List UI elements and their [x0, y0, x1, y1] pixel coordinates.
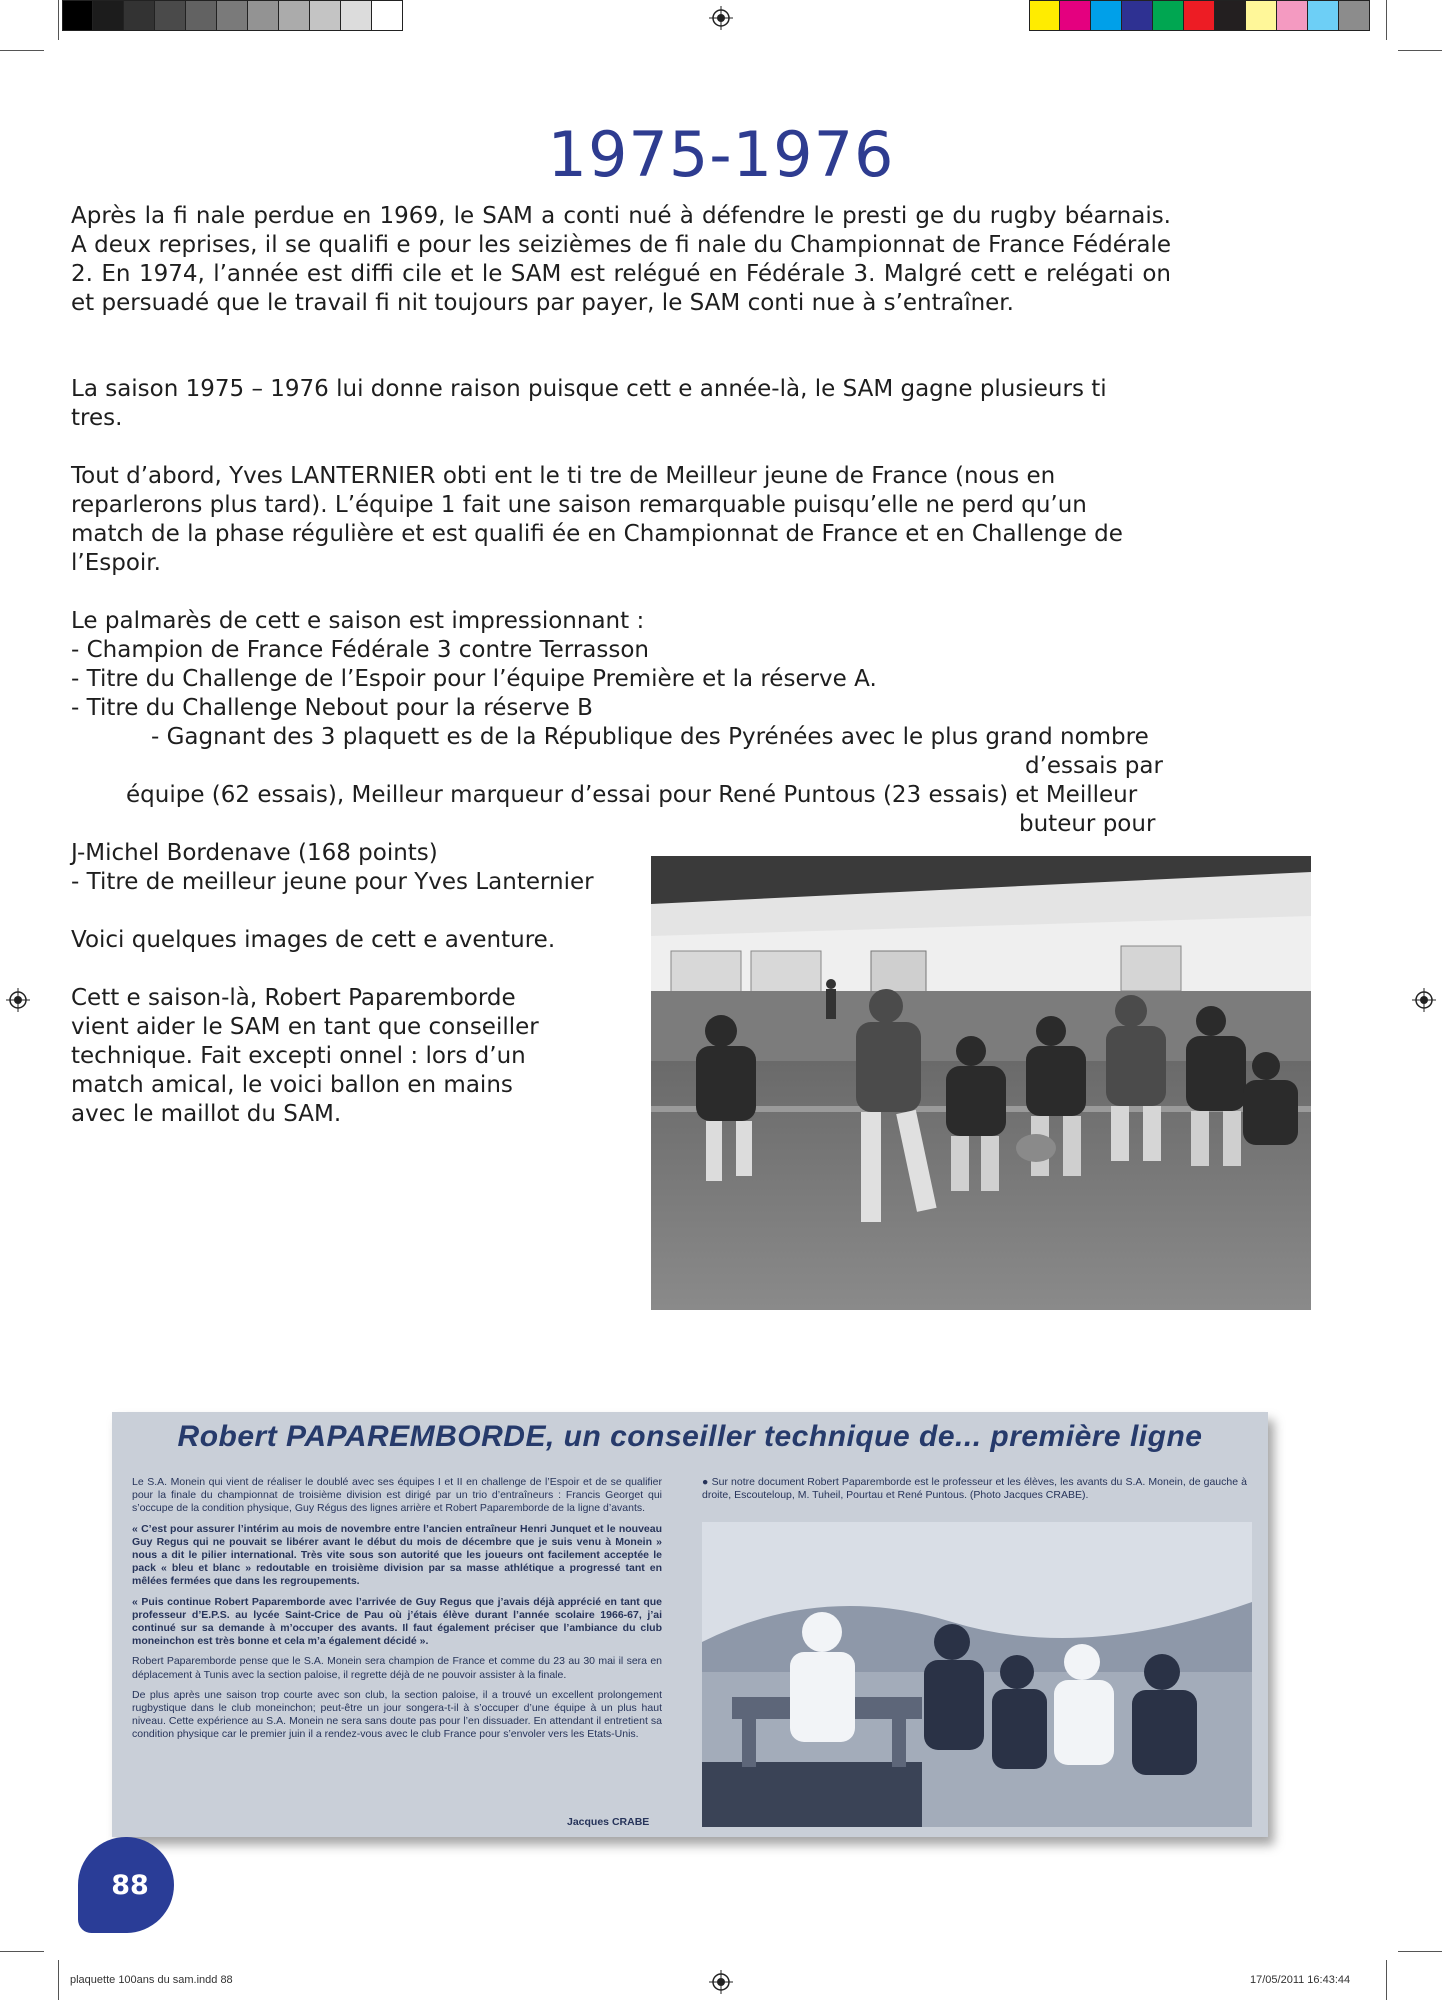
- color-swatch: [1153, 0, 1184, 31]
- color-swatch: [217, 0, 248, 31]
- process-color-bar: [1029, 0, 1370, 34]
- color-swatch: [93, 0, 124, 31]
- images-intro-line: Voici quelques images de cett e aventure.: [71, 927, 556, 953]
- page-number: 88: [111, 1870, 149, 1901]
- footer-timestamp: 17/05/2011 16:43:44: [1250, 1974, 1351, 1986]
- palmares-item: - Titre du Challenge Nebout pour la réserve B: [71, 695, 593, 721]
- crop-mark: [0, 50, 44, 51]
- palmares-heading: Le palmarès de cett e saison est impressionnant :: [71, 608, 645, 634]
- paparemborde-text-line: technique. Fait excepti onnel : lors d’un: [71, 1043, 526, 1069]
- color-swatch: [124, 0, 155, 31]
- color-swatch: [1339, 0, 1370, 31]
- color-swatch: [1029, 0, 1060, 31]
- clipping-caption: [702, 1476, 1247, 1502]
- palmares-item: buteur pour: [1019, 811, 1156, 837]
- palmares-item: J-Michel Bordenave (168 points): [71, 840, 438, 866]
- clipping-paragraph: Le S.A. Monein qui vient de réaliser le doublé avec ses équipes I et II en challenge de l’Espoir et de se qualifier pour la finale du championnat de troisième division est dirigé par un trio d’entraîneurs : Francis Georget qui s’occupe de la condition physique, Guy Régus des lignes arrière et Robert Paparemborde de la ligne d’avants.: [132, 1476, 662, 1515]
- crop-mark: [0, 1951, 44, 1952]
- clipping-headline: Robert PAPAREMBORDE, un conseiller technique de... première ligne: [177, 1420, 1203, 1453]
- color-swatch: [1277, 0, 1308, 31]
- color-swatch: [1184, 0, 1215, 31]
- footer-filename: plaquette 100ans du sam.indd 88: [70, 1974, 233, 1986]
- registration-mark-icon: [709, 1970, 733, 1994]
- clipping-paragraph: « C’est pour assurer l’intérim au mois de novembre entre l’ancien entraîneur Henri Junquet et le nouveau Guy Regus qui ne pouvait se libérer avant le début du mois de décembre que je suis venu à Monein » nous a dit le pilier international. Très vite sous son autorité que les joueurs ont facilement acceptée le pack « bleu et blanc » redoutable en troisième division par sa masse athlétique a progressé tant en mêlées fermées que dans les regroupements.: [132, 1522, 662, 1588]
- lanternier-text-line: l’Espoir.: [71, 550, 161, 576]
- training-photo: [702, 1522, 1252, 1827]
- clipping-paragraph: Robert Paparemborde pense que le S.A. Monein sera champion de France et comme du 23 au 30 mai il sera en déplacement à Tunis avec la section paloise, il regrette déjà de ne pouvoir assister à la finale.: [132, 1655, 662, 1681]
- color-swatch: [155, 0, 186, 31]
- paparemborde-text-line: vient aider le SAM en tant que conseiller: [71, 1014, 539, 1040]
- paparemborde-text-line: Cett e saison-là, Robert Paparemborde: [71, 985, 516, 1011]
- intro-paragraph: Après la fi nale perdue en 1969, le SAM a conti nué à défendre le presti ge du rugby béarnais. A deux reprises, il se qualifi e pour les seizièmes de fi nale du Championnat de France Fédérale 2. En 1974, l’année est diffi cile et le SAM est relégué en Fédérale 3. Malgré cett e relégati on et persuadé que le travail fi nit toujours par payer, le SAM conti nue à s’entraîner.: [71, 203, 1171, 316]
- clipping-paragraph: « Puis continue Robert Paparemborde avec l’arrivée de Guy Regus que j’avais déjà apprécié en tant que professeur d’E.P.S. au lycée Saint-Crice de Pau où j’étais élève durant l’année scolaire 1966-67, j’ai continué sur sa demande à m’occuper des avants. Il faut également préciser que l’ambiance du club moneinchon est très bonne et cela m’a également décidé ».: [132, 1595, 662, 1648]
- color-swatch: [1246, 0, 1277, 31]
- crop-mark: [58, 1960, 59, 2000]
- crop-mark: [58, 0, 59, 40]
- registration-mark-icon: [1412, 988, 1436, 1012]
- page-title: 1975-1976: [547, 118, 895, 191]
- color-swatch: [62, 0, 93, 31]
- crop-mark: [1386, 0, 1387, 40]
- color-swatch: [1308, 0, 1339, 31]
- clipping-paragraph: De plus après une saison trop courte avec son club, la section paloise, il a trouvé un excellent prolongement rugbystique dans le club moneinchon; peut-être un jour songera-t-il à s’occuper d’une équipe à un plus haut niveau. Cette expérience au S.A. Monein ne sera sans doute pas pour l’en dissuader. En attendant il entretient sa condition physique car le premier juin il a rendez-vous avec le club France pour s’envoler vers les Etats-Unis.: [132, 1688, 662, 1741]
- lanternier-text-line: Tout d’abord, Yves LANTERNIER obti ent le ti tre de Meilleur jeune de France (nous en: [71, 463, 1056, 489]
- lanternier-text-line: reparlerons plus tard). L’équipe 1 fait une saison remarquable puisqu’elle ne perd qu’un: [71, 492, 1087, 518]
- clipping-article: [132, 1476, 662, 1749]
- palmares-item: d’essais par: [1025, 753, 1163, 779]
- color-swatch: [248, 0, 279, 31]
- palmares-item: - Titre de meilleur jeune pour Yves Lanternier: [71, 869, 594, 895]
- color-swatch: [186, 0, 217, 31]
- crop-mark: [1386, 1960, 1387, 2000]
- color-swatch: [1215, 0, 1246, 31]
- paparemborde-text-line: match amical, le voici ballon en mains: [71, 1072, 513, 1098]
- color-swatch: [279, 0, 310, 31]
- season-text-line: La saison 1975 – 1976 lui donne raison puisque cett e année-là, le SAM gagne plusieurs ti: [71, 376, 1107, 402]
- crop-mark: [1398, 50, 1442, 51]
- clipping-caption-text: Sur notre document Robert Paparemborde est le professeur et les élèves, les avants du S.A. Monein, de gauche à droite, Escouteloup, M. Tuheil, Pourtau et René Puntous. (Photo Jacques CRABE).: [702, 1476, 1247, 1502]
- color-swatch: [1060, 0, 1091, 31]
- palmares-item: - Titre du Challenge de l’Espoir pour l’équipe Première et la réserve A.: [71, 666, 877, 692]
- lanternier-text-line: match de la phase régulière et est qualifi ée en Championnat de France et en Challenge de: [71, 521, 1123, 547]
- color-swatch: [1091, 0, 1122, 31]
- color-swatch: [1122, 0, 1153, 31]
- grayscale-color-bar: [62, 0, 403, 34]
- newspaper-clipping: [112, 1412, 1268, 1837]
- crop-mark: [1398, 1951, 1442, 1952]
- rugby-match-photo: [651, 856, 1311, 1310]
- clipping-signature: Jacques CRABE: [567, 1816, 650, 1828]
- color-swatch: [341, 0, 372, 31]
- color-swatch: [310, 0, 341, 31]
- palmares-item: équipe (62 essais), Meilleur marqueur d’essai pour René Puntous (23 essais) et Meilleur: [126, 782, 1138, 808]
- registration-mark-icon: [709, 6, 733, 30]
- registration-mark-icon: [6, 988, 30, 1012]
- palmares-item: - Champion de France Fédérale 3 contre Terrasson: [71, 637, 649, 663]
- paparemborde-text-line: avec le maillot du SAM.: [71, 1101, 342, 1127]
- season-text-line: tres.: [71, 405, 123, 431]
- palmares-item: - Gagnant des 3 plaquett es de la République des Pyrénées avec le plus grand nombre: [151, 724, 1149, 750]
- color-swatch: [372, 0, 403, 31]
- bullet-icon: ●: [702, 1476, 712, 1488]
